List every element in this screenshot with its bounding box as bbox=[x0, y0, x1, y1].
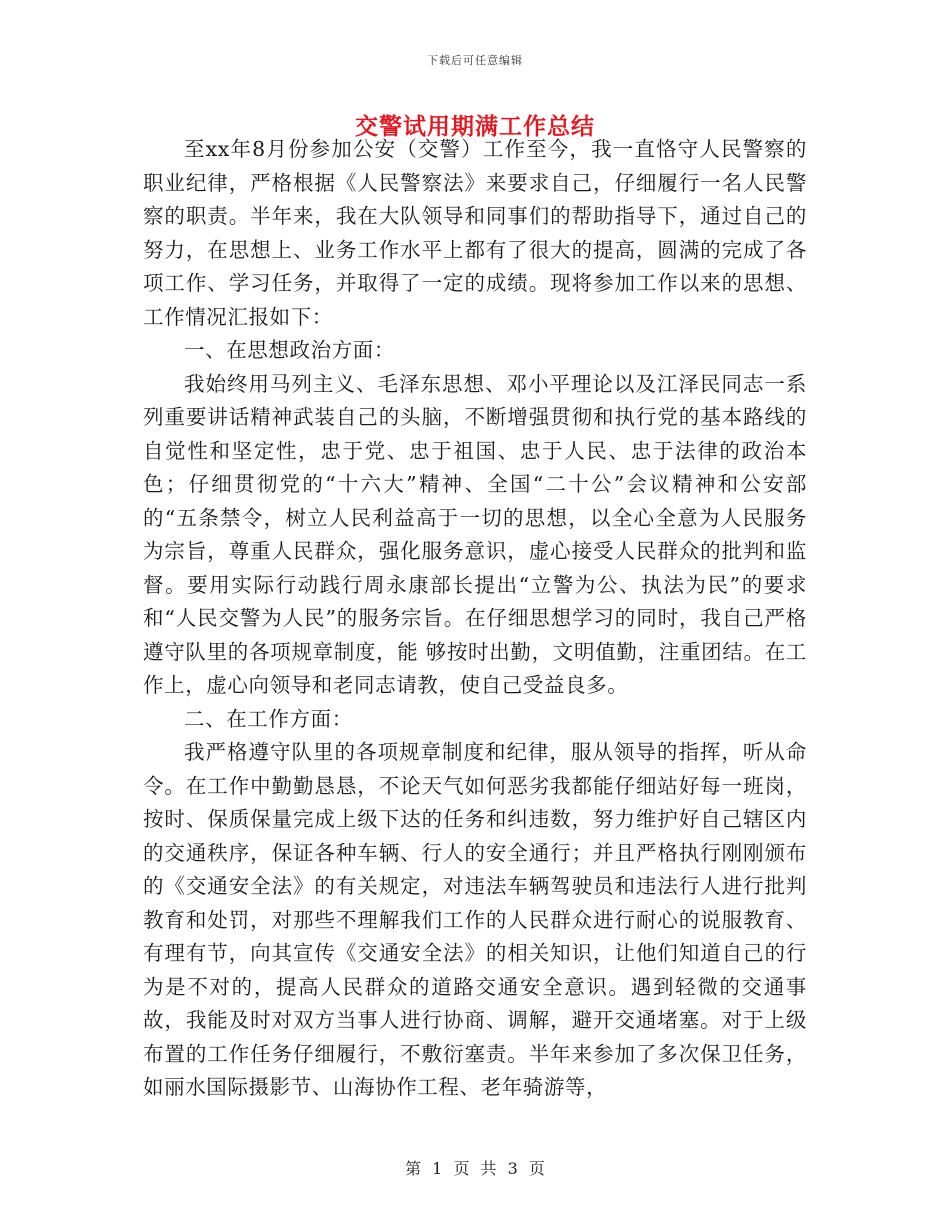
section-heading-politics: 一、在思想政治方面： bbox=[184, 338, 395, 362]
page-header-note: 下载后可任意编辑 bbox=[427, 54, 523, 67]
document-body bbox=[143, 133, 807, 1105]
section-heading-work: 二、在工作方面： bbox=[184, 706, 353, 731]
document-title: 交警试用期满工作总结 bbox=[355, 113, 595, 140]
work-paragraph: 我严格遵守队里的各项规章制度和纪律，服从领导的指挥，听从命令。在工作中勤勤恳恳，不论天气如何恶劣我都能仔细站好每一班岗，按时、保质保量完成上级下达的任务和纠违数，努力维护好自己辖区内的交通秩序，保证各种车辆、行人的安全通行；并且严格执行刚刚颁布的《交通安全法》的有关规定，对违法车辆驾驶员和违法行人进行批判教育和处罚，对那些不理解我们工作的人民群众进行耐心的说服教育、有理有节，向其宣传《交通安全法》的相关知识，让他们知道自己的行为是不对的，提高人民群众的道路交通安全意识。遇到轻微的交通事故，我能及时对双方当事人进行协商、调解，避开交通堵塞。对于上级布置的工作任务仔细履行，不敷衍塞责。半年来参加了多次保卫任务，如丽水国际摄影节、山海协作工程、老年骑游等， bbox=[143, 740, 807, 1099]
politics-paragraph: 我始终用马列主义、毛泽东思想、邓小平理论以及江泽民同志一系列重要讲话精神武装自己的头脑，不断增强贯彻和执行党的基本路线的自觉性和坚定性，忠于党、忠于祖国、忠于人民、忠于法律的政治本色；仔细贯彻党的“十六大”精神、全国“二十公”会议精神和公安部的“五条禁令，树立人民利益高于一切的思想，以全心全意为人民服务为宗旨，尊重人民群众，强化服务意识，虚心接受人民群众的批判和监督。要用实际行动践行周永康部长提出“立警为公、执法为民”的要求和“人民交警为人民”的服务宗旨。在仔细思想学习的同时，我自己严格遵守队里的各项规章制度，能 够按时出勤，文明值勤，注重团结。在工作上，虚心向领导和老同志请教，使自己受益良多。 bbox=[143, 371, 807, 697]
page-footer-page-number: 第 1 页 共 3 页 bbox=[405, 1159, 545, 1178]
intro-paragraph: 至xx年8月份参加公安（交警）工作至今，我一直恪守人民警察的职业纪律，严格根据《人民警察法》来要求自己，仔细履行一名人民警察的职责。半年来，我在大队领导和同事们的帮助指导下，通过自己的努力，在思想上、业务工作水平上都有了很大的提高，圆满的完成了各项工作、学习任务，并取得了一定的成绩。现将参加工作以来的思想、工作情况汇报如下： bbox=[143, 137, 807, 329]
